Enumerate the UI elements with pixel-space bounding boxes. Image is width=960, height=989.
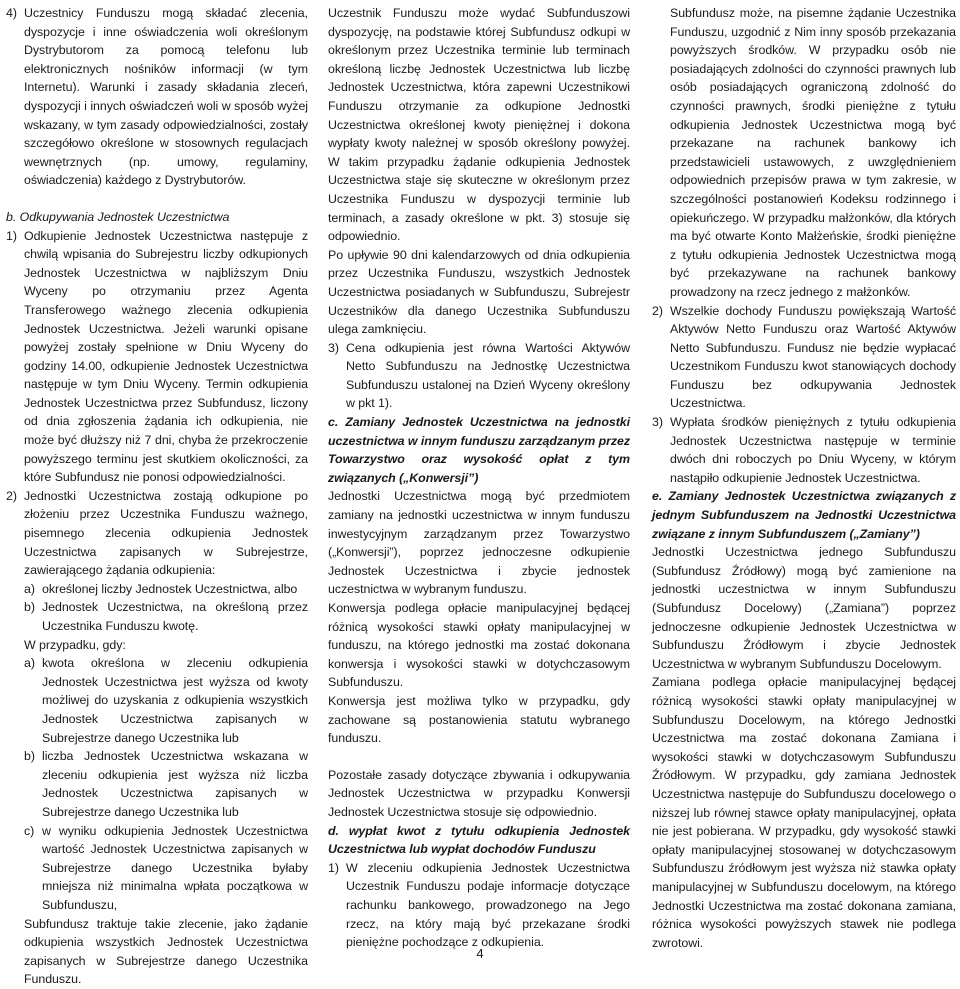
column-middle bbox=[328, 4, 630, 952]
item-label: 1) bbox=[6, 228, 17, 243]
item-text: Odkupienie Jednostek Uczestnictwa następuje z chwilą wpisania do Subrejestru liczby odkupionych Jednostek Uczestnictwa w najbliższym Dniu Wyceny po otrzymaniu przez Agenta Transferowego ważnego zlecenia odkupienia Jednostek Uczestnictwa. Jeżeli warunki opisane powyżej zostały spełnione w Dniu Wyceny do godziny 14.00, odkupienie Jednostek Uczestnictwa następuje w tym Dniu Wyceny. Termin odkupienia Jednostek Uczestnictwa przez Subfundusz, liczony od dnia zgłoszenia żądania ich odkupienia, nie może być dłuższy niż 7 dni, chyba że przekroczenie powyższego terminu jest skutkiem okoliczności, za które Subfundusz nie ponosi odpowiedzialności. bbox=[24, 228, 308, 485]
paragraph: Jednostki Uczestnictwa jednego Subfunduszu (Subfundusz Źródłowy) mogą być zamienione na jednostki uczestnictwa w innym Subfunduszu (Subfundusz Docelowy) („Zamiana”) poprzez jednoczesne odkupienie Jednostek Uczestnictwa w Subfunduszu Źródłowym i zbycie Jednostek Uczestnictwa w wybranym Subfunduszu Docelowym. bbox=[652, 545, 956, 671]
paragraph: Jednostki Uczestnictwa mogą być przedmiotem zamiany na jednostki uczestnictwa w innym funduszu inwestycyjnym zarządzanym przez Towarzystwo („Konwersji”), poprzez jednoczesne odkupienie Jednostek Uczestnictwa i zbycie jednostek uczestnictwa w wybranym funduszu. bbox=[328, 489, 630, 597]
case-c: c) w wyniku odkupienia Jednostek Uczestnictwa wartość Jednostek Uczestnictwa zapisanych w Subrejestrze danego Uczestnika byłaby mniejsza niż minimalna wpłata początkowa w Subfunduszu, bbox=[24, 823, 308, 912]
section-c-heading: c. Zamiany Jednostek Uczestnictwa na jednostki uczestnictwa w innym funduszu zarządzanym przez Towarzystwo oraz wysokość opłat z tym związanych („Konwersji”) bbox=[328, 415, 630, 485]
item-text: Uczestnicy Funduszu mogą składać zlecenia, dyspozycje i inne oświadczenia woli określonym Dystrybutorom za pomocą telefonu lub elektronicznych nośników informacji (w tym Internetu). Warunki i zasady składania zleceń, dyspozycji i innych oświadczeń woli w sposób wyżej wskazany, w tym zasady odpowiedzialności, zostały szczegółowo określone w stosownych regulacjach wewnętrznych (np. umowy, regulaminy, oświadczenia) każdego z Dystrybutorów. bbox=[24, 6, 308, 188]
item-3: 3) Cena odkupienia jest równa Wartości Aktywów Netto Subfunduszu na Jednostkę Uczestnictwa Subfunduszu ustalonej na Dzień Wyceny określony w pkt 1). bbox=[328, 340, 630, 411]
column-left bbox=[6, 4, 308, 989]
page-number: 4 bbox=[476, 946, 484, 961]
paragraph: Zamiana podlega opłacie manipulacyjnej będącej różnicą wysokości stawki opłaty manipulacyjnej w Subfunduszu Docelowym, na którego Jednostki Uczestnictwa ma zostać dokonana Zamiana i wysokości stawki w dotychczasowym Subfunduszu Źródłowym. W przypadku, gdy zamiana Jednostek Uczestnictwa następuje do Subfunduszu docelowego o niższej lub równej stawce opłaty manipulacyjnej, opłata nie jest pobierana. W przypadku, gdy wysokość stawki opłaty manipulacyjnej stosowanej w dotychczasowym Subfunduszu źródłowym jest wyższa niż stawka opłaty manipulacyjnej w Subfunduszu docelowym, na którego Jednostki Uczestnictwa ma zostać dokonana zamiana, różnica wysokości powyższych stawek nie podlega zwrotowi. bbox=[652, 675, 956, 950]
section-b-item-2 bbox=[6, 487, 308, 989]
sub-item-a: a) określonej liczby Jednostek Uczestnictwa, albo bbox=[24, 581, 298, 596]
item-label: 2) bbox=[6, 488, 17, 503]
paragraph: Konwersja podlega opłacie manipulacyjnej będącej różnicą wysokości stawki opłaty manipulacyjnej w funduszu, na którego jednostki ma zostać dokonana konwersja i wysokości stawki w dotychczasowym Subfunduszu. bbox=[328, 601, 630, 690]
item-text: Jednostki Uczestnictwa zostają odkupione po złożeniu przez Uczestnika Funduszu ważnego, pisemnego zlecenia odkupienia Jednostek Uczestnictwa zapisanych w Subrejestrze, zawierającego żądania odkupienia: bbox=[24, 488, 308, 578]
item-label: 4) bbox=[6, 6, 17, 20]
section-d-heading: d. wypłat kwot z tytułu odkupienia Jednostek Uczestnictwa lub wypłat dochodów Funduszu bbox=[328, 823, 630, 857]
section-d-item-3: 3) Wypłata środków pieniężnych z tytułu odkupienia Jednostek Uczestnictwa następuje w terminie dwóch dni roboczych po Dniu Wyceny, w którym nastąpiło odkupienie Jednostek Uczestnictwa. bbox=[652, 415, 956, 485]
paragraph: Po upływie 90 dni kalendarzowych od dnia odkupienia przez Uczestnika Funduszu, wszystkich Jednostek Uczestnictwa posiadanych w Subfunduszu, Subrejestr Uczestników dla danego Uczestnika Subfunduszu ulega zamknięciu. bbox=[328, 247, 630, 337]
section-e-heading: e. Zamiany Jednostek Uczestnictwa związanych z jednym Subfunduszem na Jednostki Uczestnictwa związane z innym Subfunduszem („Zamiany”) bbox=[652, 489, 956, 541]
sub-item-b: b) Jednostek Uczestnictwa, na określoną przez Uczestnika Funduszu kwotę. bbox=[24, 600, 308, 633]
section-b-heading: b. Odkupywania Jednostek Uczestnictwa bbox=[6, 209, 230, 224]
paragraph: Pozostałe zasady dotyczące zbywania i odkupywania Jednostek Uczestnictwa w przypadku Konwersji Jednostek Uczestnictwa stosuje się odpowiednio. bbox=[328, 767, 630, 819]
closing-text: Subfundusz traktuje takie zlecenie, jako żądanie odkupienia wszystkich Jednostek Uczestnictwa zapisanych w Subrejestrze danego Uczestnika Funduszu. bbox=[24, 916, 308, 987]
paragraph: Konwersja jest możliwa tylko w przypadku, gdy zachowane są postanowienia statutu wybranego funduszu. bbox=[328, 693, 630, 746]
paragraph-4 bbox=[6, 4, 308, 190]
section-b-item-1 bbox=[6, 227, 308, 487]
section-d-item-1: 1) W zleceniu odkupienia Jednostek Uczestnictwa Uczestnik Funduszu podaje informacje dotyczące rachunku bankowego, prowadzonego na Jego rzecz, na który mają być przekazane środki pieniężne pochodzące z odkupienia. bbox=[328, 860, 630, 950]
paragraph: Subfundusz może, na pisemne żądanie Uczestnika Funduszu, uzgodnić z Nim inny sposób przekazania powyższych środków. W przypadku osób nie posiadających zdolności do czynności prawnych lub osób posiadających ograniczoną zdolność do czynności prawnych, środki pieniężne z tytułu odkupienia Jednostek Uczestnictwa mogą być przekazane na rachunek bankowy ich przedstawicieli ustawowych, z uwzględnieniem odpowiednich przepisów prawa w tym zakresie, w szczególności postanowień Kodeksu rodzinnego i opiekuńczego. W przypadku małżonków, dla których ma być otwarte Konto Małżeńskie, środki pieniężne z tytułu odkupienia Jednostek Uczestnictwa mogą być przekazywane na rachunek bankowy prowadzony na rzecz jednego z małżonków. bbox=[670, 6, 956, 299]
paragraph: Uczestnik Funduszu może wydać Subfunduszowi dyspozycję, na podstawie której Subfundusz odkupi w określonym przez Uczestnika terminie lub terminach określoną liczbę Jednostek Uczestnictwa lub liczbę Jednostek Uczestnictwa, która zapewni Uczestnikowi Funduszu otrzymanie za odkupione Jednostki Uczestnictwa określonej kwoty pieniężnej i dokona wypłaty kwoty należnej w sposób określony powyżej. W takim przypadku żądanie odkupienia Jednostek Uczestnictwa staje się skuteczne w określonym przez Uczestnika Funduszu w dyspozycji terminie lub terminach, a zasady określone w pkt. 3) stosuje się odpowiednio. bbox=[328, 6, 630, 244]
case-b: b) liczba Jednostek Uczestnictwa wskazana w zleceniu odkupienia jest wyższa niż liczba Jednostek Uczestnictwa zapisanych w Subrejestrze danego Uczestnika lub bbox=[24, 749, 308, 819]
column-right bbox=[652, 4, 956, 952]
in-case-text: W przypadku, gdy: bbox=[24, 637, 126, 652]
case-a: a) kwota określona w zleceniu odkupienia Jednostek Uczestnictwa jest wyższa od kwoty możliwej do uzyskania z odkupienia wszystkich Jednostek Uczestnictwa zapisanych w Subrejestrze danego Uczestnika lub bbox=[24, 656, 308, 745]
section-d-item-2: 2) Wszelkie dochody Funduszu powiększają Wartość Aktywów Netto Funduszu oraz Wartość Aktywów Netto Subfunduszu. Fundusz nie będzie wypłacać Uczestnikom Funduszu kwot stanowiących dochody Funduszu bez odkupywania Jednostek Uczestnictwa. bbox=[652, 303, 956, 411]
